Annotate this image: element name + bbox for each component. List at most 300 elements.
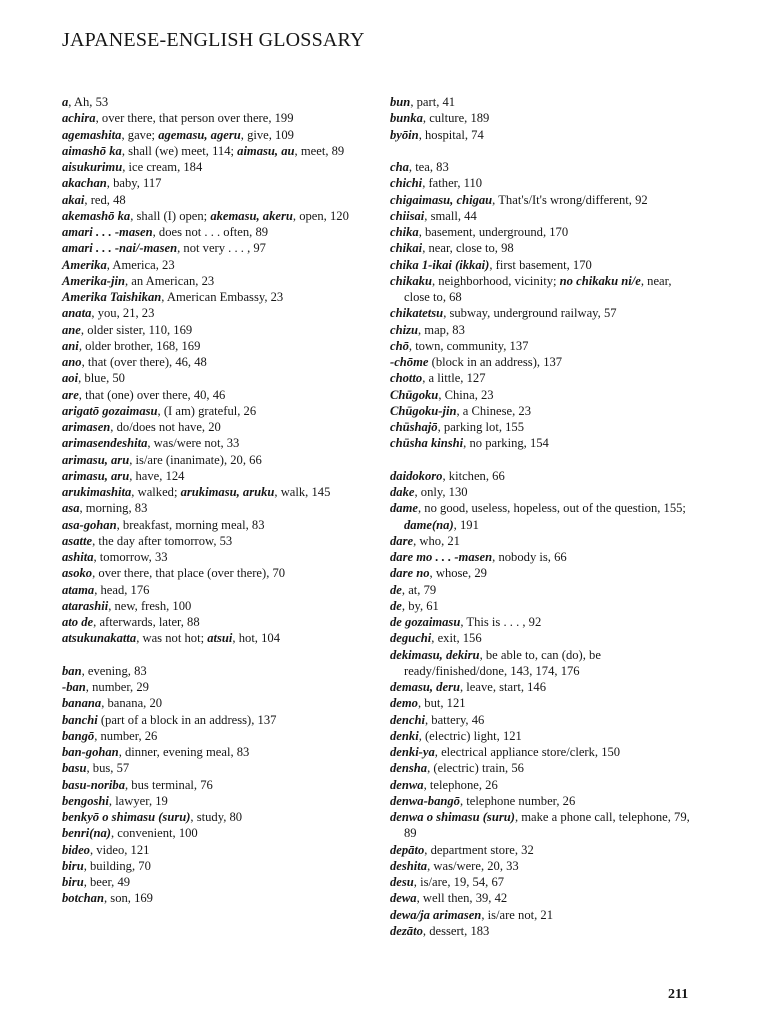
glossary-term: aoi	[62, 371, 79, 386]
glossary-entry	[390, 890, 690, 906]
glossary-term: atama	[62, 582, 95, 597]
glossary-definition: , telephone, 26	[423, 777, 498, 792]
glossary-term: banchi	[62, 712, 98, 727]
glossary-entry	[390, 793, 690, 809]
glossary-term: akemashō ka	[62, 208, 131, 223]
glossary-term: chichi	[390, 176, 423, 191]
glossary-definition: , be able to, can (do), be ready/finished/done, 143, 174, 176	[404, 647, 601, 678]
glossary-term: ban	[62, 663, 82, 678]
glossary-definition: , walk, 145	[274, 485, 331, 499]
glossary-term: chiisai	[390, 208, 425, 223]
glossary-term: atsukunakatta	[62, 631, 137, 646]
glossary-entry	[62, 614, 362, 630]
glossary-entry	[390, 387, 690, 403]
glossary-entry	[62, 224, 362, 240]
glossary-term: bangō	[62, 728, 95, 743]
glossary-definition: , well then, 39, 42	[416, 891, 508, 906]
glossary-term: chūsha kinshi	[390, 436, 464, 451]
glossary-entry	[390, 370, 690, 386]
glossary-definition: , culture, 189	[422, 111, 490, 126]
glossary-definition: , the day after tomorrow, 53	[92, 533, 233, 548]
glossary-entry	[62, 338, 362, 354]
glossary-entry	[62, 663, 362, 679]
glossary-definition: , number, 29	[85, 680, 149, 694]
glossary-entry	[62, 305, 362, 321]
glossary-term: ani	[62, 338, 79, 353]
glossary-term: Amerika Taishikan	[62, 290, 162, 304]
glossary-definition: , tea, 83	[408, 160, 449, 174]
glossary-term: achira	[62, 111, 96, 126]
glossary-definition: , no parking, 154	[463, 436, 549, 451]
glossary-term: bunka	[390, 111, 423, 126]
glossary-entry	[390, 712, 690, 728]
glossary-term: chikaku	[390, 273, 432, 288]
glossary-entry	[390, 874, 690, 890]
glossary-term: byōin	[390, 127, 419, 142]
glossary-definition: , evening, 83	[81, 663, 147, 678]
glossary-definition: , was not hot;	[136, 631, 208, 646]
glossary-definition: , does not . . . often, 89	[152, 225, 269, 239]
glossary-entry	[62, 842, 362, 858]
glossary-term: asatte	[62, 533, 93, 548]
glossary-definition: , new, fresh, 100	[108, 598, 192, 613]
glossary-term: denwa-bangō	[390, 793, 460, 808]
glossary-definition: , electrical appliance store/clerk, 150	[434, 745, 621, 759]
glossary-definition: , over there, that person over there, 199	[95, 111, 294, 126]
glossary-entry	[390, 500, 690, 533]
glossary-entry	[62, 370, 362, 386]
glossary-definition: , hot, 104	[232, 631, 280, 646]
glossary-entry	[390, 208, 690, 224]
glossary-entry	[62, 744, 362, 760]
glossary-entry	[390, 760, 690, 776]
glossary-term: denki-ya	[390, 745, 435, 759]
glossary-entry	[390, 94, 690, 110]
glossary-entry	[390, 354, 690, 370]
glossary-definition: , basement, underground, 170	[418, 225, 569, 239]
glossary-definition: , a Chinese, 23	[456, 403, 531, 418]
glossary-entry	[390, 435, 690, 451]
glossary-term: chigaimasu, chigau	[390, 192, 493, 207]
glossary-term: botchan	[62, 891, 104, 906]
glossary-definition: , exit, 156	[431, 631, 482, 646]
glossary-term: are	[62, 387, 79, 402]
glossary-definition: , red, 48	[84, 192, 126, 207]
glossary-term: dare no	[390, 566, 430, 581]
glossary-definition: , give, 109	[240, 127, 294, 142]
glossary-entry	[62, 793, 362, 809]
glossary-entry	[390, 728, 690, 744]
glossary-definition: , not very . . . , 97	[177, 241, 266, 256]
glossary-definition: , morning, 83	[79, 501, 148, 516]
glossary-entry	[62, 273, 362, 289]
glossary-column-right	[390, 94, 690, 939]
glossary-term: bideo	[62, 842, 90, 857]
glossary-term: akemasu, akeru	[210, 208, 293, 223]
glossary-term: banana	[62, 696, 102, 711]
glossary-definition: , was/were not, 33	[147, 436, 240, 451]
glossary-entry	[62, 452, 362, 468]
glossary-definition: , no good, useless, hopeless, out of the question, 155;	[417, 501, 686, 516]
glossary-definition: , was/were, 20, 33	[427, 858, 519, 873]
glossary-definition: , open, 120	[292, 208, 349, 223]
glossary-definition: , kitchen, 66	[442, 468, 505, 483]
glossary-entry	[62, 858, 362, 874]
glossary-definition: , make a phone call, telephone, 79, 89	[404, 810, 690, 841]
glossary-entry	[62, 517, 362, 533]
glossary-entry	[62, 240, 362, 256]
glossary-term: amari . . . -masen	[62, 225, 153, 239]
glossary-term: denchi	[390, 712, 425, 727]
glossary-term: demasu, deru	[390, 680, 460, 694]
glossary-term: chikatetsu	[390, 306, 444, 321]
glossary-definition: , near, close to, 68	[404, 273, 672, 304]
glossary-definition: , town, community, 137	[408, 338, 529, 353]
glossary-entry	[62, 874, 362, 890]
glossary-term: arukimashita	[62, 485, 132, 499]
glossary-entry	[390, 305, 690, 321]
glossary-entry	[390, 923, 690, 939]
glossary-definition: , (I am) grateful, 26	[157, 403, 257, 418]
glossary-term: dake	[390, 485, 415, 499]
glossary-term: -ban	[62, 680, 86, 694]
glossary-term: chūshajō	[390, 420, 438, 434]
glossary-definition: , do/does not have, 20	[110, 420, 221, 434]
glossary-definition: , Ah, 53	[68, 95, 109, 109]
glossary-term: chō	[390, 338, 409, 353]
glossary-term: basu	[62, 761, 87, 776]
glossary-term: Chūgoku-jin	[390, 403, 457, 418]
glossary-term: daidokoro	[390, 468, 443, 483]
glossary-definition: , (electric) light, 121	[418, 728, 522, 743]
glossary-definition: , lawyer, 19	[108, 793, 168, 808]
glossary-entry	[62, 582, 362, 598]
glossary-term: Amerika	[62, 257, 107, 272]
glossary-definition: , ice cream, 184	[122, 160, 203, 174]
glossary-entry	[62, 94, 362, 110]
glossary-entry	[62, 549, 362, 565]
glossary-term: arimasu, aru	[62, 452, 130, 467]
glossary-entry	[390, 630, 690, 646]
glossary-definition: , department store, 32	[424, 842, 534, 857]
glossary-column-left	[62, 94, 362, 907]
glossary-term: denwa	[390, 777, 424, 792]
glossary-definition: , meet, 89	[294, 143, 345, 158]
glossary-definition: , first basement, 170	[489, 257, 592, 272]
glossary-term: Amerika-jin	[62, 273, 125, 288]
glossary-entry	[390, 907, 690, 923]
glossary-definition: (part of a block in an address), 137	[97, 712, 277, 727]
glossary-definition: , convenient, 100	[110, 826, 198, 841]
glossary-entry	[62, 257, 362, 273]
glossary-term: biru	[62, 875, 84, 889]
glossary-definition: (block in an address), 137	[428, 355, 563, 369]
glossary-definition: , older sister, 110, 169	[80, 322, 193, 337]
glossary-definition: , have, 124	[129, 468, 185, 483]
glossary-definition: , bus, 57	[86, 761, 130, 776]
glossary-entry	[62, 159, 362, 175]
glossary-entry	[390, 192, 690, 208]
glossary-term: -chōme	[390, 355, 429, 369]
glossary-term: dekimasu, dekiru	[390, 647, 480, 662]
glossary-entry	[62, 289, 362, 305]
glossary-term: de	[390, 598, 402, 613]
glossary-definition: , video, 121	[89, 842, 150, 857]
page-title: JAPANESE-ENGLISH GLOSSARY	[62, 29, 365, 51]
glossary-entry	[62, 127, 362, 143]
glossary-definition: , small, 44	[424, 208, 477, 223]
glossary-definition: , number, 26	[94, 728, 158, 743]
glossary-entry	[62, 728, 362, 744]
glossary-definition: , that (one) over there, 40, 46	[78, 387, 226, 402]
glossary-entry	[390, 240, 690, 256]
glossary-entry	[62, 403, 362, 419]
glossary-term: dezāto	[390, 923, 423, 938]
glossary-definition: , but, 121	[417, 696, 466, 711]
glossary-term: chikai	[390, 241, 423, 256]
glossary-entry	[390, 484, 690, 500]
glossary-entry	[390, 338, 690, 354]
glossary-definition: , telephone number, 26	[459, 793, 576, 808]
glossary-definition: , is/are not, 21	[481, 907, 554, 922]
glossary-entry	[390, 224, 690, 240]
glossary-definition: , building, 70	[83, 858, 151, 873]
glossary-definition: , only, 130	[414, 485, 468, 499]
glossary-definition: , shall (we) meet, 114;	[121, 143, 238, 158]
glossary-entry	[390, 257, 690, 273]
glossary-term: de gozaimasu	[390, 615, 461, 629]
glossary-term: biru	[62, 858, 84, 873]
glossary-definition: , baby, 117	[106, 176, 162, 191]
glossary-term: demo	[390, 696, 418, 711]
glossary-entry	[390, 127, 690, 143]
glossary-term: arimasu, aru	[62, 468, 130, 483]
glossary-term: dare	[390, 533, 414, 548]
glossary-entry	[390, 533, 690, 549]
glossary-entry	[62, 354, 362, 370]
glossary-definition: , at, 79	[401, 582, 437, 597]
glossary-term: ano	[62, 355, 82, 369]
glossary-definition: , hospital, 74	[418, 127, 484, 142]
glossary-entry	[62, 679, 362, 695]
glossary-definition: , This is . . . , 92	[460, 615, 542, 629]
glossary-term: akai	[62, 192, 85, 207]
glossary-definition: , near, close to, 98	[422, 241, 514, 256]
glossary-entry	[62, 143, 362, 159]
glossary-definition: , is/are, 19, 54, 67	[413, 875, 505, 889]
glossary-entry	[390, 468, 690, 484]
glossary-entry	[390, 614, 690, 630]
glossary-entry	[62, 712, 362, 728]
glossary-definition: , banana, 20	[101, 696, 163, 711]
glossary-entry	[390, 582, 690, 598]
glossary-entry	[390, 647, 690, 680]
glossary-term: a	[62, 95, 69, 109]
glossary-term: no chikaku ni/e	[559, 273, 641, 288]
glossary-term: agemasu, ageru	[158, 127, 241, 142]
glossary-entry	[390, 322, 690, 338]
glossary-term: chika	[390, 225, 419, 239]
glossary-entry	[62, 208, 362, 224]
glossary-entry	[62, 322, 362, 338]
glossary-term: ane	[62, 322, 81, 337]
glossary-definition: , that (over there), 46, 48	[81, 355, 207, 369]
glossary-definition: , who, 21	[413, 533, 460, 548]
glossary-definition: , beer, 49	[83, 875, 131, 889]
glossary-entry	[62, 825, 362, 841]
glossary-definition: , older brother, 168, 169	[78, 338, 201, 353]
glossary-entry	[62, 890, 362, 906]
glossary-term: bun	[390, 95, 411, 109]
glossary-definition: , study, 80	[190, 810, 243, 824]
glossary-term: aisukurimu	[62, 160, 123, 174]
glossary-entry	[390, 777, 690, 793]
glossary-entry	[62, 110, 362, 126]
glossary-term: denwa o shimasu (suru)	[390, 810, 515, 824]
glossary-term: depāto	[390, 842, 425, 857]
glossary-term: basu-noriba	[62, 777, 125, 792]
glossary-entry	[390, 858, 690, 874]
glossary-definition: , head, 176	[94, 582, 150, 597]
glossary-entry	[390, 273, 690, 306]
glossary-definition: , afterwards, later, 88	[93, 615, 200, 629]
glossary-term: dewa/ja arimasen	[390, 907, 482, 922]
glossary-definition: , dinner, evening meal, 83	[118, 745, 250, 759]
glossary-entry	[62, 435, 362, 451]
glossary-entry	[62, 533, 362, 549]
glossary-entry	[390, 744, 690, 760]
glossary-entry	[62, 175, 362, 191]
glossary-term: asa	[62, 501, 80, 516]
glossary-term: benkyō o shimasu (suru)	[62, 810, 191, 824]
glossary-definition: , neighborhood, vicinity;	[432, 273, 560, 288]
glossary-definition: , son, 169	[104, 891, 153, 906]
glossary-term: agemashita	[62, 127, 122, 142]
glossary-term: arimasendeshita	[62, 436, 148, 451]
glossary-definition: , battery, 46	[424, 712, 485, 727]
glossary-entry	[62, 484, 362, 500]
glossary-definition: , shall (I) open;	[130, 208, 211, 223]
glossary-definition: , parking lot, 155	[437, 420, 525, 434]
glossary-term: dare mo . . . -masen	[390, 550, 493, 564]
glossary-entry	[62, 468, 362, 484]
glossary-term: de	[390, 582, 402, 597]
glossary-term: deguchi	[390, 631, 432, 646]
glossary-definition: , part, 41	[410, 95, 456, 109]
glossary-definition: , over there, that place (over there), 70	[92, 566, 286, 581]
glossary-term: anata	[62, 306, 92, 321]
glossary-definition: , blue, 50	[78, 371, 125, 386]
glossary-definition: , nobody is, 66	[492, 550, 567, 564]
glossary-term: asa-gohan	[62, 517, 117, 532]
glossary-term: chotto	[390, 371, 423, 386]
glossary-entry	[390, 842, 690, 858]
glossary-definition: , an American, 23	[124, 273, 215, 288]
glossary-term: desu	[390, 875, 414, 889]
glossary-entry	[62, 419, 362, 435]
glossary-entry	[62, 809, 362, 825]
glossary-term: amari . . . -nai/-masen	[62, 241, 178, 256]
glossary-definition: , tomorrow, 33	[93, 550, 168, 564]
glossary-entry	[390, 809, 690, 842]
glossary-definition: , walked;	[131, 485, 181, 499]
glossary-entry	[390, 403, 690, 419]
glossary-term: benri(na)	[62, 826, 111, 841]
glossary-entry	[62, 695, 362, 711]
glossary-definition: , gave;	[121, 127, 159, 142]
glossary-definition: , you, 21, 23	[91, 306, 155, 321]
glossary-term: arigatō gozaimasu	[62, 403, 158, 418]
glossary-definition: , a little, 127	[422, 371, 486, 386]
glossary-term: chizu	[390, 322, 418, 337]
glossary-definition: , is/are (inanimate), 20, 66	[129, 452, 262, 467]
glossary-entry	[62, 777, 362, 793]
glossary-term: asoko	[62, 566, 93, 581]
glossary-term: akachan	[62, 176, 107, 191]
glossary-definition: , map, 83	[418, 322, 465, 337]
glossary-entry	[390, 695, 690, 711]
glossary-entry	[390, 419, 690, 435]
glossary-term: atsui	[207, 631, 233, 646]
glossary-entry	[390, 175, 690, 191]
glossary-term: ban-gohan	[62, 745, 119, 759]
glossary-definition: , by, 61	[401, 598, 439, 613]
glossary-definition: , China, 23	[438, 387, 494, 402]
glossary-definition: , (electric) train, 56	[427, 761, 524, 776]
glossary-term: aimasu, au	[237, 143, 295, 158]
glossary-definition: , father, 110	[422, 176, 483, 191]
glossary-entry	[62, 565, 362, 581]
glossary-definition: , subway, underground railway, 57	[443, 306, 617, 321]
glossary-entry	[62, 760, 362, 776]
glossary-definition: , American Embassy, 23	[161, 290, 284, 304]
glossary-term: densha	[390, 761, 428, 776]
glossary-definition: , That's/It's wrong/different, 92	[492, 192, 648, 207]
glossary-entry	[62, 387, 362, 403]
glossary-term: Chūgoku	[390, 387, 439, 402]
glossary-entry	[62, 598, 362, 614]
glossary-definition: , America, 23	[106, 257, 175, 272]
page-number: 211	[668, 987, 689, 1002]
glossary-definition: , breakfast, morning meal, 83	[116, 517, 265, 532]
glossary-definition: , whose, 29	[429, 566, 487, 581]
glossary-term: dame	[390, 501, 418, 516]
glossary-entry	[62, 630, 362, 646]
glossary-term: arukimasu, aruku	[180, 485, 275, 499]
glossary-term: deshita	[390, 858, 428, 873]
glossary-term: bengoshi	[62, 793, 109, 808]
glossary-entry	[390, 110, 690, 126]
glossary-term: chika 1-ikai (ikkai)	[390, 257, 490, 272]
glossary-term: atarashii	[62, 598, 109, 613]
glossary-definition: , bus terminal, 76	[125, 777, 213, 792]
glossary-definition: , leave, start, 146	[459, 680, 547, 694]
glossary-entry	[390, 549, 690, 565]
glossary-term: cha	[390, 160, 409, 174]
glossary-entry	[62, 192, 362, 208]
glossary-term: arimasen	[62, 420, 111, 434]
glossary-term: denki	[390, 728, 419, 743]
glossary-entry	[62, 500, 362, 516]
glossary-term: ashita	[62, 550, 94, 564]
glossary-term: dame(na)	[404, 517, 454, 532]
glossary-definition: , dessert, 183	[422, 923, 490, 938]
glossary-entry	[390, 565, 690, 581]
glossary-entry	[390, 159, 690, 175]
glossary-term: aimashō ka	[62, 143, 122, 158]
glossary-entry	[390, 679, 690, 695]
glossary-term: dewa	[390, 891, 417, 906]
